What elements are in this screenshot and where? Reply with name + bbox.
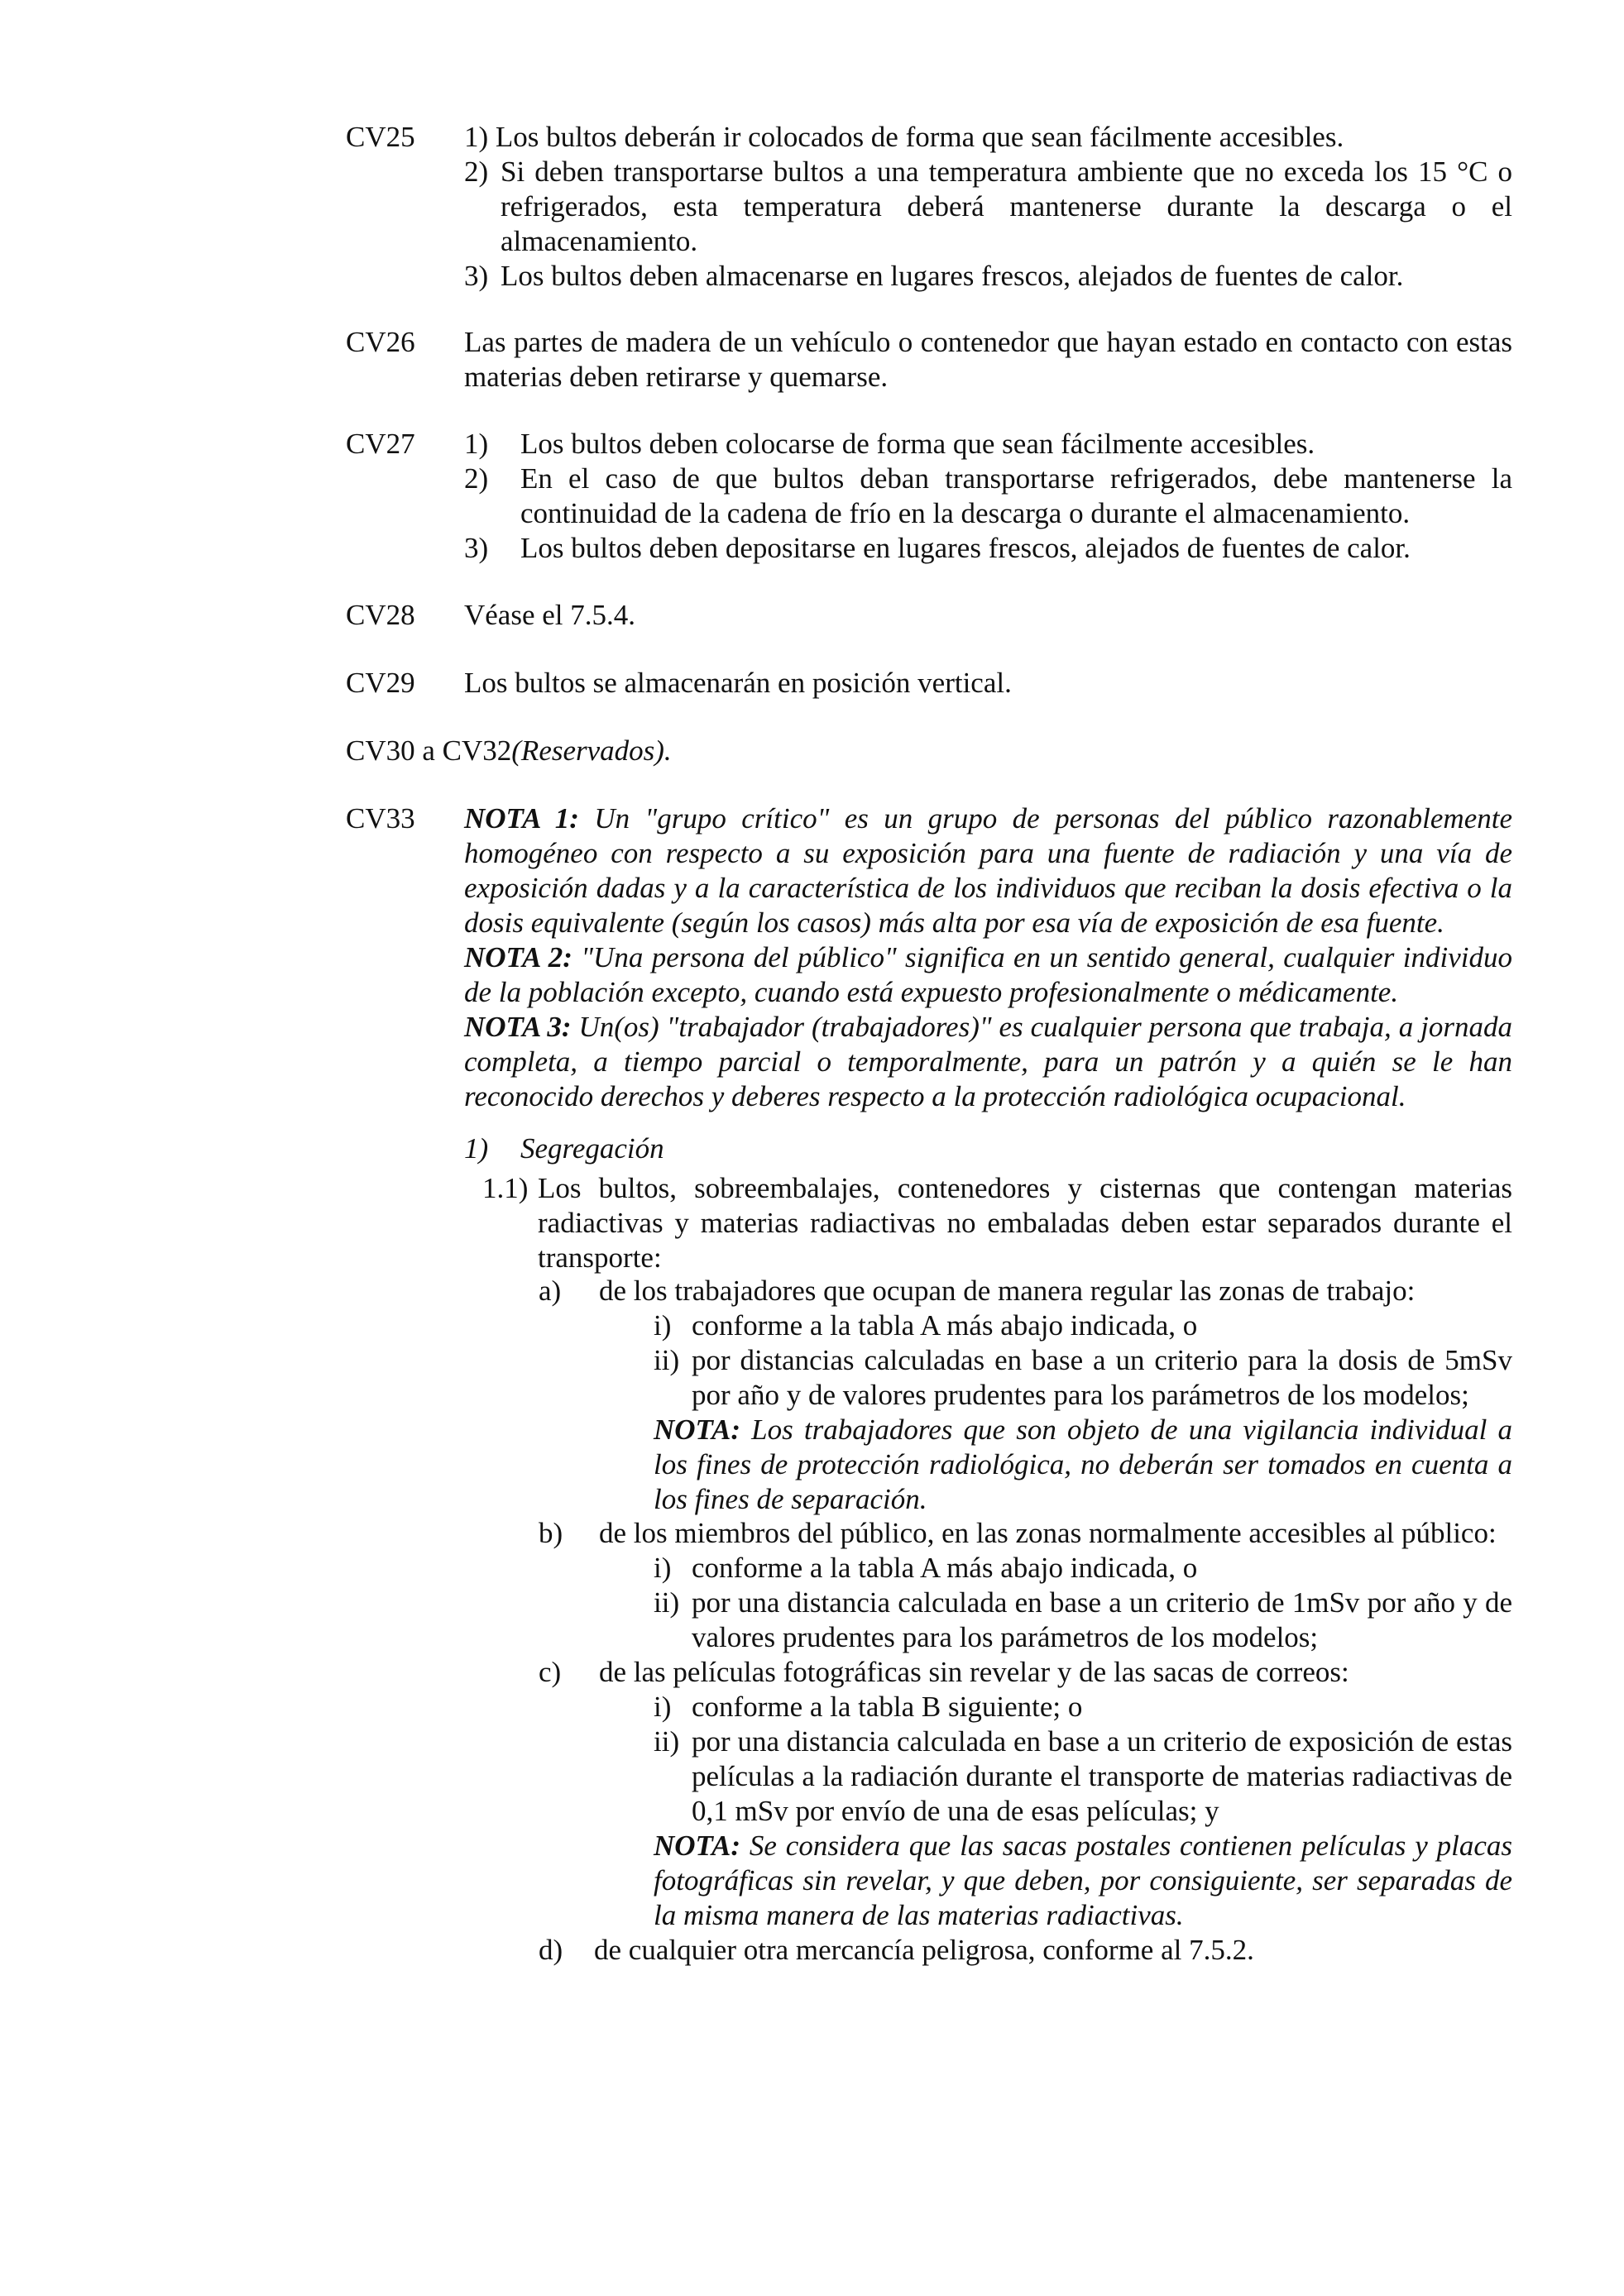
item-c-nota bbox=[654, 1829, 1512, 1933]
reserved-label: (Reservados). bbox=[511, 734, 672, 767]
paragraph-1-1-number: 1.1) bbox=[482, 1172, 529, 1204]
cv33-nota-2 bbox=[464, 940, 1512, 1010]
item-b-i-number: i) bbox=[654, 1552, 672, 1584]
item-c-nota-label: NOTA: bbox=[654, 1830, 740, 1862]
item-b-i-text: conforme a la tabla A más abajo indicada, o bbox=[692, 1552, 1198, 1584]
item-a-ii-text: por distancias calculadas en base a un criterio para la dosis de 5mSv por año y de valores prudentes para los parámetros de los modelos; bbox=[692, 1344, 1512, 1411]
section-code-cv26: CV26 bbox=[346, 326, 415, 358]
item-a-nota-label: NOTA: bbox=[654, 1413, 740, 1446]
item-c-ii-text: por una distancia calculada en base a un criterio de exposición de estas películas a la radiación durante el transporte de materias radiactivas de 0,1 mSv por envío de una de esas películas; y bbox=[692, 1725, 1512, 1827]
cv25-item-1: 1) Los bultos deberán ir colocados de forma que sean fácilmente accesibles. bbox=[464, 121, 1344, 153]
nota-1-text: Un "grupo crítico" es un grupo de personas del público razonablemente homogéneo con respecto a su exposición para una fuente de radiación y una vía de exposición dadas y a la característica de los individuos que reciban la dosis efectiva o la dosis equivalente (según los casos) más alta por esa vía de exposición de esa fuente. bbox=[464, 802, 1513, 939]
cv25-item-2-text: Si deben transportarse bultos a una temperatura ambiente que no exceda los 15 °C o refrigerados, esta temperatura deberá mantenerse durante la descarga o el almacenamiento. bbox=[501, 155, 1512, 257]
item-c-nota-text: Se considera que las sacas postales contienen películas y placas fotográficas sin revelar, y que deben, por consiguiente, ser separadas de la misma manera de las materias radiactivas. bbox=[654, 1830, 1512, 1931]
section-code-cv27: CV27 bbox=[346, 428, 415, 460]
item-a-ii-number: ii) bbox=[654, 1344, 680, 1376]
item-a-number: a) bbox=[539, 1275, 562, 1307]
paragraph-1-1-text: Los bultos, sobreembalajes, contenedores y cisternas que contengan materias radiactivas y materias radiactivas no embaladas deben estar separados durante el transporte: bbox=[538, 1172, 1512, 1274]
nota-2-label: NOTA 2: bbox=[464, 941, 572, 973]
item-b-ii-text: por una distancia calculada en base a un criterio de 1mSv por año y de valores prudentes para los parámetros de los modelos; bbox=[692, 1586, 1512, 1653]
cv27-item-2-number: 2) bbox=[464, 462, 489, 495]
cv25-item-3-text: Los bultos deben almacenarse en lugares frescos, alejados de fuentes de calor. bbox=[501, 260, 1404, 292]
section-code-cv33: CV33 bbox=[346, 802, 415, 835]
cv30-cv32-reserved bbox=[346, 734, 672, 768]
item-d-text: de cualquier otra mercancía peligrosa, conforme al 7.5.2. bbox=[594, 1934, 1254, 1966]
cv25-item-3-number: 3) bbox=[464, 260, 489, 292]
cv27-item-2-text: En el caso de que bultos deban transportarse refrigerados, debe mantenerse la continuidad de la cadena de frío en la descarga o durante el almacenamiento. bbox=[520, 462, 1512, 529]
item-c-i-number: i) bbox=[654, 1691, 672, 1723]
item-a-text: de los trabajadores que ocupan de manera regular las zonas de trabajo: bbox=[599, 1275, 1416, 1307]
item-a-nota bbox=[654, 1413, 1512, 1517]
cv29-text: Los bultos se almacenarán en posición vertical. bbox=[464, 667, 1012, 699]
cv27-item-3-number: 3) bbox=[464, 532, 489, 564]
cv27-item-1-number: 1) bbox=[464, 428, 489, 460]
cv27-item-3-text: Los bultos deben depositarse en lugares frescos, alejados de fuentes de calor. bbox=[520, 532, 1411, 564]
item-c-text: de las películas fotográficas sin revelar y de las sacas de correos: bbox=[599, 1656, 1349, 1688]
nota-3-text: Un(os) "trabajador (trabajadores)" es cualquier persona que trabaja, a jornada completa, a tiempo parcial o temporalmente, para un patrón y a quién se le han reconocido derechos y deberes respecto a la protección radiológica ocupacional. bbox=[464, 1011, 1513, 1112]
section-code-cv29: CV29 bbox=[346, 667, 415, 699]
nota-3-label: NOTA 3: bbox=[464, 1011, 572, 1043]
item-d-number: d) bbox=[539, 1934, 563, 1966]
cv26-text: Las partes de madera de un vehículo o contenedor que hayan estado en contacto con estas materias deben retirarse y quemarse. bbox=[464, 326, 1512, 393]
item-a-nota-text: Los trabajadores que son objeto de una vigilancia individual a los fines de protección radiológica, no deberán ser tomados en cuenta a los fines de separación. bbox=[654, 1413, 1513, 1515]
cv28-text: Véase el 7.5.4. bbox=[464, 599, 636, 631]
segregacion-title: Segregación bbox=[520, 1132, 664, 1165]
item-c-number: c) bbox=[539, 1656, 562, 1688]
cv33-nota-1 bbox=[464, 801, 1512, 940]
cv27-item-1-text: Los bultos deben colocarse de forma que sean fácilmente accesibles. bbox=[520, 428, 1315, 460]
item-a-i-text: conforme a la tabla A más abajo indicada, o bbox=[692, 1309, 1198, 1342]
cv25-item-2-number: 2) bbox=[464, 155, 489, 188]
cv30-range: CV30 a CV32 bbox=[346, 734, 512, 767]
item-c-i-text: conforme a la tabla B siguiente; o bbox=[692, 1691, 1083, 1723]
section-code-cv28: CV28 bbox=[346, 599, 415, 631]
item-c-ii-number: ii) bbox=[654, 1725, 680, 1758]
nota-1-label: NOTA 1: bbox=[464, 802, 579, 835]
nota-2-text: "Una persona del público" significa en un sentido general, cualquier individuo de la población excepto, cuando está expuesto profesionalmente o médicamente. bbox=[464, 941, 1513, 1008]
item-b-number: b) bbox=[539, 1517, 563, 1549]
item-a-i-number: i) bbox=[654, 1309, 672, 1342]
item-b-ii-number: ii) bbox=[654, 1586, 680, 1619]
section-code-cv25: CV25 bbox=[346, 121, 415, 153]
cv33-nota-3 bbox=[464, 1010, 1512, 1114]
segregacion-number: 1) bbox=[464, 1132, 489, 1165]
item-b-text: de los miembros del público, en las zonas normalmente accesibles al público: bbox=[599, 1517, 1497, 1549]
